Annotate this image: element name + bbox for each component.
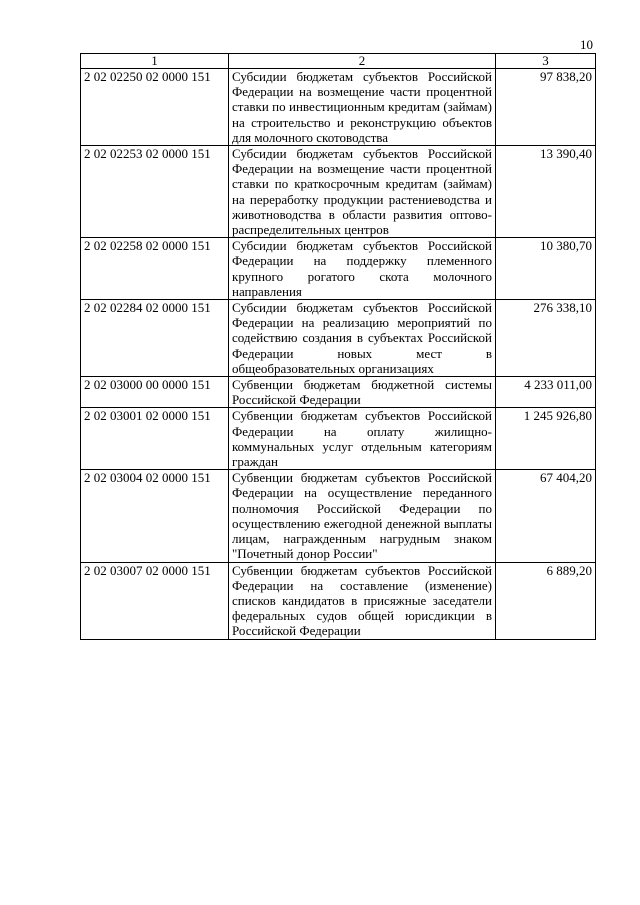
budget-amount: 4 233 011,00: [496, 377, 596, 408]
budget-description: Субсидии бюджетам субъектов Российской Федерации на реализацию мероприятий по содействию создания в субъектах Российской Федерации новых мест в общеобразовательных организациях: [229, 300, 496, 377]
budget-amount: 276 338,10: [496, 300, 596, 377]
budget-code: 2 02 02258 02 0000 151: [81, 238, 229, 300]
table-header-row: [81, 54, 596, 69]
budget-code: 2 02 02250 02 0000 151: [81, 69, 229, 146]
budget-amount: 6 889,20: [496, 562, 596, 639]
budget-amount: 10 380,70: [496, 238, 596, 300]
budget-description: Субсидии бюджетам субъектов Российской Федерации на возмещение части процентной ставки по краткосрочным кредитам (займам) на переработку продукции растениеводства и животноводства в области развития оптово-распределительных центров: [229, 146, 496, 238]
budget-code: 2 02 02284 02 0000 151: [81, 300, 229, 377]
table-row: [81, 146, 596, 238]
budget-code: 2 02 03001 02 0000 151: [81, 408, 229, 470]
budget-code: 2 02 02253 02 0000 151: [81, 146, 229, 238]
budget-code: 2 02 03000 00 0000 151: [81, 377, 229, 408]
page-number: 10: [580, 37, 593, 52]
table-row: [81, 238, 596, 300]
budget-description: Субсидии бюджетам субъектов Российской Федерации на поддержку племенного крупного рогатого скота молочного направления: [229, 238, 496, 300]
table-row: [81, 470, 596, 562]
budget-description: Субвенции бюджетам субъектов Российской Федерации на осуществление переданного полномочия Российской Федерации по осуществлению ежегодной денежной выплаты лицам, награжденным нагрудным знаком "Почетный донор России": [229, 470, 496, 562]
column-header-2: 2: [229, 54, 496, 69]
column-header-3: 3: [496, 54, 596, 69]
budget-table: [80, 53, 596, 640]
budget-description: Субвенции бюджетам субъектов Российской Федерации на оплату жилищно-коммунальных услуг отдельным категориям граждан: [229, 408, 496, 470]
table-row: [81, 562, 596, 639]
budget-description: Субсидии бюджетам субъектов Российской Федерации на возмещение части процентной ставки по инвестиционным кредитам (займам) на строительство и реконструкцию объектов для молочного скотоводства: [229, 69, 496, 146]
budget-amount: 13 390,40: [496, 146, 596, 238]
table-row: [81, 377, 596, 408]
budget-description: Субвенции бюджетам субъектов Российской Федерации на составление (изменение) списков кандидатов в присяжные заседатели федеральных судов общей юрисдикции в Российской Федерации: [229, 562, 496, 639]
budget-amount: 97 838,20: [496, 69, 596, 146]
column-header-1: 1: [81, 54, 229, 69]
budget-code: 2 02 03007 02 0000 151: [81, 562, 229, 639]
budget-amount: 67 404,20: [496, 470, 596, 562]
budget-amount: 1 245 926,80: [496, 408, 596, 470]
table-row: [81, 300, 596, 377]
budget-code: 2 02 03004 02 0000 151: [81, 470, 229, 562]
budget-description: Субвенции бюджетам бюджетной системы Российской Федерации: [229, 377, 496, 408]
table-row: [81, 69, 596, 146]
table-row: [81, 408, 596, 470]
